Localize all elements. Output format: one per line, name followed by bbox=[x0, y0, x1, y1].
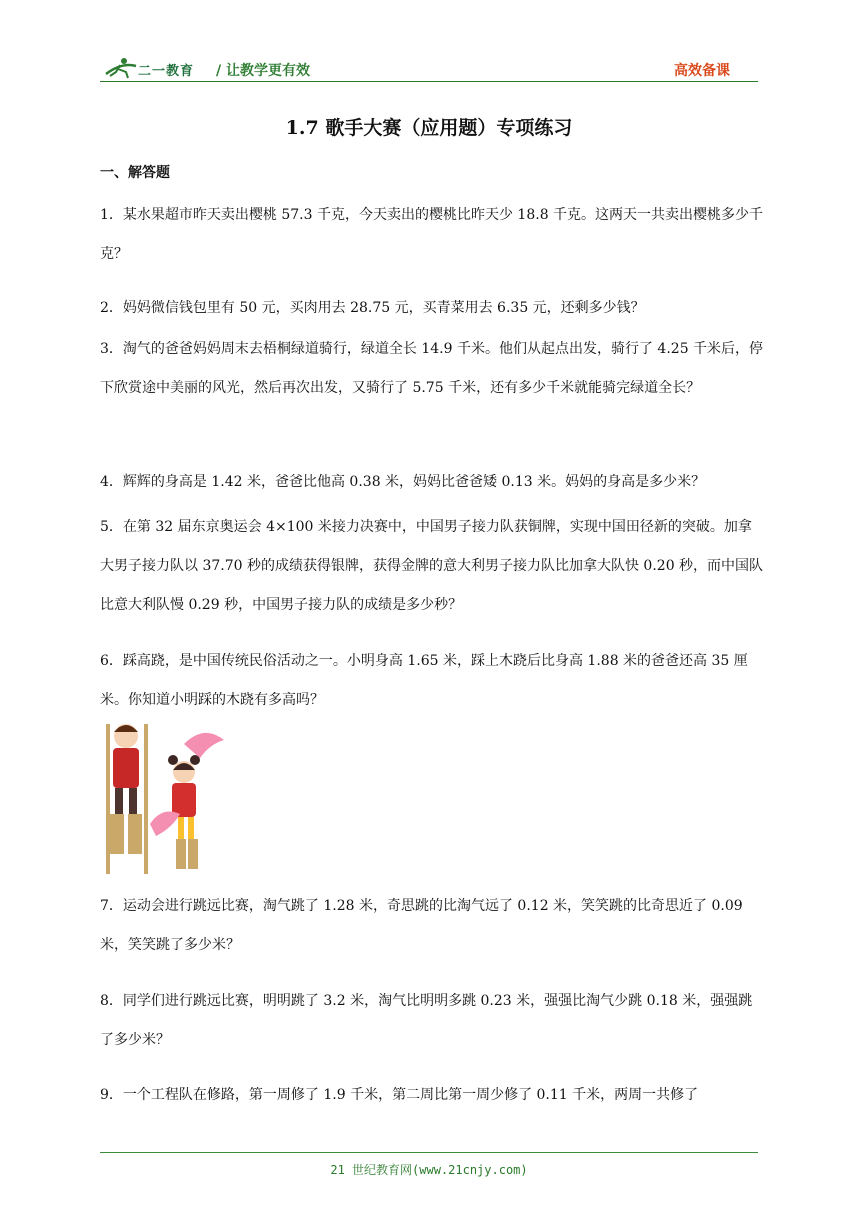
page-header bbox=[100, 56, 758, 82]
footer-divider bbox=[100, 1152, 758, 1153]
question-3: 3．淘气的爸爸妈妈周末去梧桐绿道骑行，绿道全长 14.9 千米。他们从起点出发，骑行了 4.25 千米后，停下欣赏途中美丽的风光，然后再次出发，又骑行了 5.75 千米，还有多少千米就能骑完绿道全长？ bbox=[100, 341, 764, 396]
page-title: 1.7 歌手大赛（应用题）专项练习 bbox=[285, 117, 573, 139]
question-8: 8．同学们进行跳远比赛，明明跳了 3.2 米，淘气比明明多跳 0.23 米，强强比淘气少跳 0.18 米，强强跳了多少米？ bbox=[100, 993, 753, 1048]
section-heading: 一、解答题 bbox=[100, 165, 170, 181]
question-6: 6．踩高跷，是中国传统民俗活动之一。小明身高 1.65 米，踩上木跷后比身高 1.88 米的爸爸还高 35 厘米。你知道小明踩的木跷有多高吗？ bbox=[100, 653, 748, 708]
question-7: 7．运动会进行跳远比赛，淘气跳了 1.28 米，奇思跳的比淘气远了 0.12 米，笑笑跳的比奇思近了 0.09 米，笑笑跳了多少米？ bbox=[100, 898, 743, 953]
question-1: 1．某水果超市昨天卖出樱桃 57.3 千克，今天卖出的樱桃比昨天少 18.8 千克。这两天一共卖出樱桃多少千克？ bbox=[100, 207, 764, 262]
question-9: 9．一个工程队在修路，第一周修了 1.9 千米，第二周比第一周少修了 0.11 千米，两周一共修了 bbox=[100, 1087, 699, 1103]
header-slogan: / 让教学更有效 bbox=[216, 63, 310, 79]
header-right-tag: 高效备课 bbox=[674, 63, 730, 79]
question-4: 4．辉辉的身高是 1.42 米，爸爸比他高 0.38 米，妈妈比爸爸矮 0.13 米。妈妈的身高是多少米？ bbox=[100, 474, 706, 490]
page-footer: 21 世纪教育网(www.21cnjy.com) bbox=[330, 1163, 528, 1177]
question-2: 2．妈妈微信钱包里有 50 元，买肉用去 28.75 元，买青菜用去 6.35 元，还剩多少钱？ bbox=[100, 300, 645, 316]
stilt-walking-illustration bbox=[100, 714, 228, 884]
header-divider bbox=[100, 81, 758, 82]
logo-text: 二一教育 bbox=[138, 64, 195, 79]
question-5: 5．在第 32 届东京奥运会 4×100 米接力决赛中，中国男子接力队获铜牌，实现中国田径新的突破。加拿大男子接力队以 37.70 秒的成绩获得银牌，获得金牌的意大利男子接力队比加拿大队快 0.20 秒，而中国队比意大利队慢 0.29 秒，中国男子接力队的成绩是多少秒？ bbox=[100, 519, 764, 613]
